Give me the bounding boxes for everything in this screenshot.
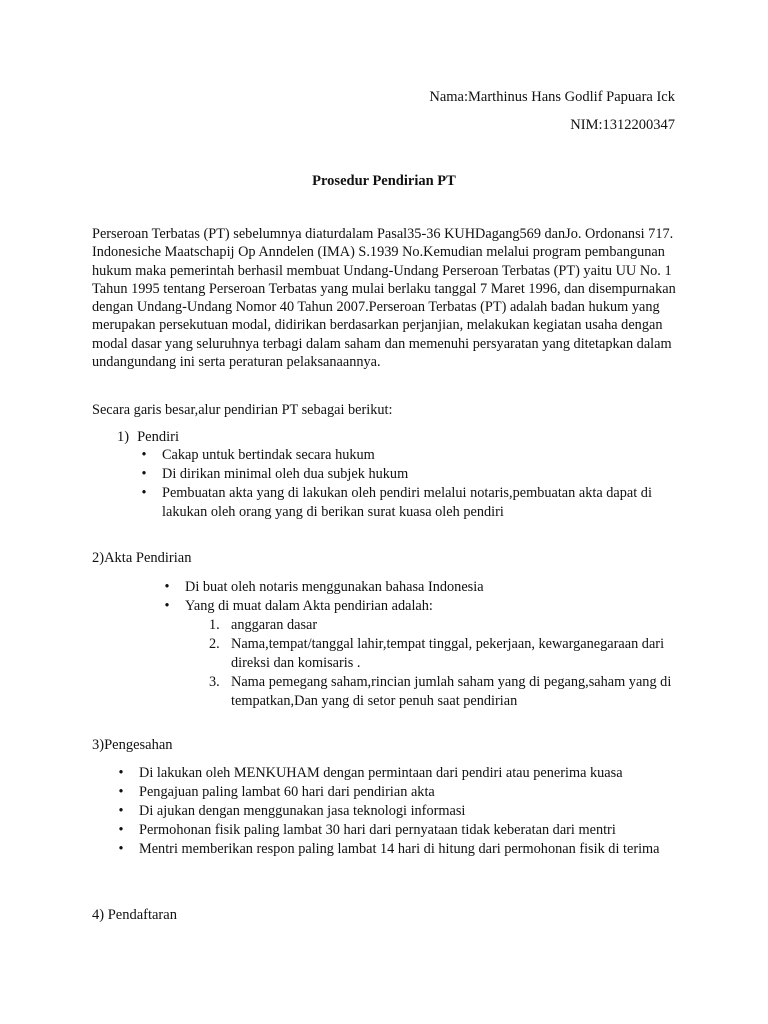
student-name: Nama:Marthinus Hans Godlif Papuara Ick (429, 89, 675, 105)
list-item: • Di ajukan dengan menggunakan jasa teknologi informasi (115, 802, 685, 821)
numbered-item: 2. Nama,tempat/tanggal lahir,tempat tinggal, pekerjaan, kewarganegaraan dari direksi dan komisaris . (209, 636, 665, 671)
summary-line: Secara garis besar,alur pendirian PT sebagai berikut: (92, 402, 393, 418)
section1-marker: 1) (117, 429, 130, 445)
list-item: • Permohonan fisik paling lambat 30 hari dari pernyataan tidak keberatan dari mentri (115, 821, 685, 840)
bullet-icon: • (118, 822, 124, 838)
bullet-icon: • (118, 841, 124, 857)
section3-heading: 3)Pengesahan (92, 737, 173, 753)
section2-sublist (209, 616, 679, 711)
bullet-icon: • (164, 598, 170, 614)
document-title: Prosedur Pendirian PT (312, 173, 456, 189)
student-nim: NIM:1312200347 (570, 117, 675, 133)
bullet-icon: • (118, 765, 124, 781)
list-item: • Mentri memberikan respon paling lambat 14 hari di hitung dari permohonan fisik di terima (115, 840, 685, 859)
list-item: • Yang di muat dalam Akta pendirian adalah: (161, 597, 681, 616)
bullet-icon: • (164, 579, 170, 595)
bullet-icon: • (141, 447, 147, 463)
section1-heading (117, 428, 179, 446)
numbered-item: 1. anggaran dasar (209, 617, 318, 633)
bullet-icon: • (141, 485, 147, 501)
list-item: • Di lakukan oleh MENKUHAM dengan permintaan dari pendiri atau penerima kuasa (115, 764, 685, 783)
section1-list (138, 446, 658, 522)
bullet-icon: • (141, 466, 147, 482)
list-item: • Di dirikan minimal oleh dua subjek hukum (138, 465, 658, 484)
section1-title: Pendiri (137, 429, 179, 445)
list-item: • Pembuatan akta yang di lakukan oleh pendiri melalui notaris,pembuatan akta dapat di lakukan oleh orang yang di berikan surat kuasa oleh pendiri (138, 484, 658, 522)
list-item: • Pengajuan paling lambat 60 hari dari pendirian akta (115, 783, 685, 802)
section2-list (161, 578, 681, 616)
section4-heading: 4) Pendaftaran (92, 907, 177, 923)
list-item: • Di buat oleh notaris menggunakan bahasa Indonesia (161, 578, 681, 597)
list-item: • Cakap untuk bertindak secara hukum (138, 446, 658, 465)
bullet-icon: • (118, 784, 124, 800)
section3-list (115, 764, 685, 859)
bullet-icon: • (118, 803, 124, 819)
section2-heading: 2)Akta Pendirian (92, 550, 192, 566)
intro-paragraph: Perseroan Terbatas (PT) sebelumnya diaturdalam Pasal35-36 KUHDagang569 danJo. Ordonansi 717. Indonesiche Maatschapij Op Anndelen (IMA) S.1939 No.Kemudian melalui program pembangunan hukum maka pemerintah berhasil membuat Undang-Undang Perseroan Terbatas (PT) yaitu UU No. 1 Tahun 1995 tentang Perseroan Terbatas yang mulai berlaku tanggal 7 Maret 1996, dan disempurnakan dengan Undang-Undang Nomor 40 Tahun 2007.Perseroan Terbatas (PT) adalah badan hukum yang merupakan persekutuan modal, didirikan berdasarkan perjanjian, melakukan kegiatan usaha dengan modal dasar yang seluruhnya terbagi dalam saham dan memenuhi persyaratan yang ditetapkan dalam undangundang ini serta peraturan pelaksanaannya. (92, 226, 676, 371)
numbered-item: 3. Nama pemegang saham,rincian jumlah saham yang di pegang,saham yang di tempatkan,Dan yang di setor penuh saat pendirian (209, 674, 672, 709)
